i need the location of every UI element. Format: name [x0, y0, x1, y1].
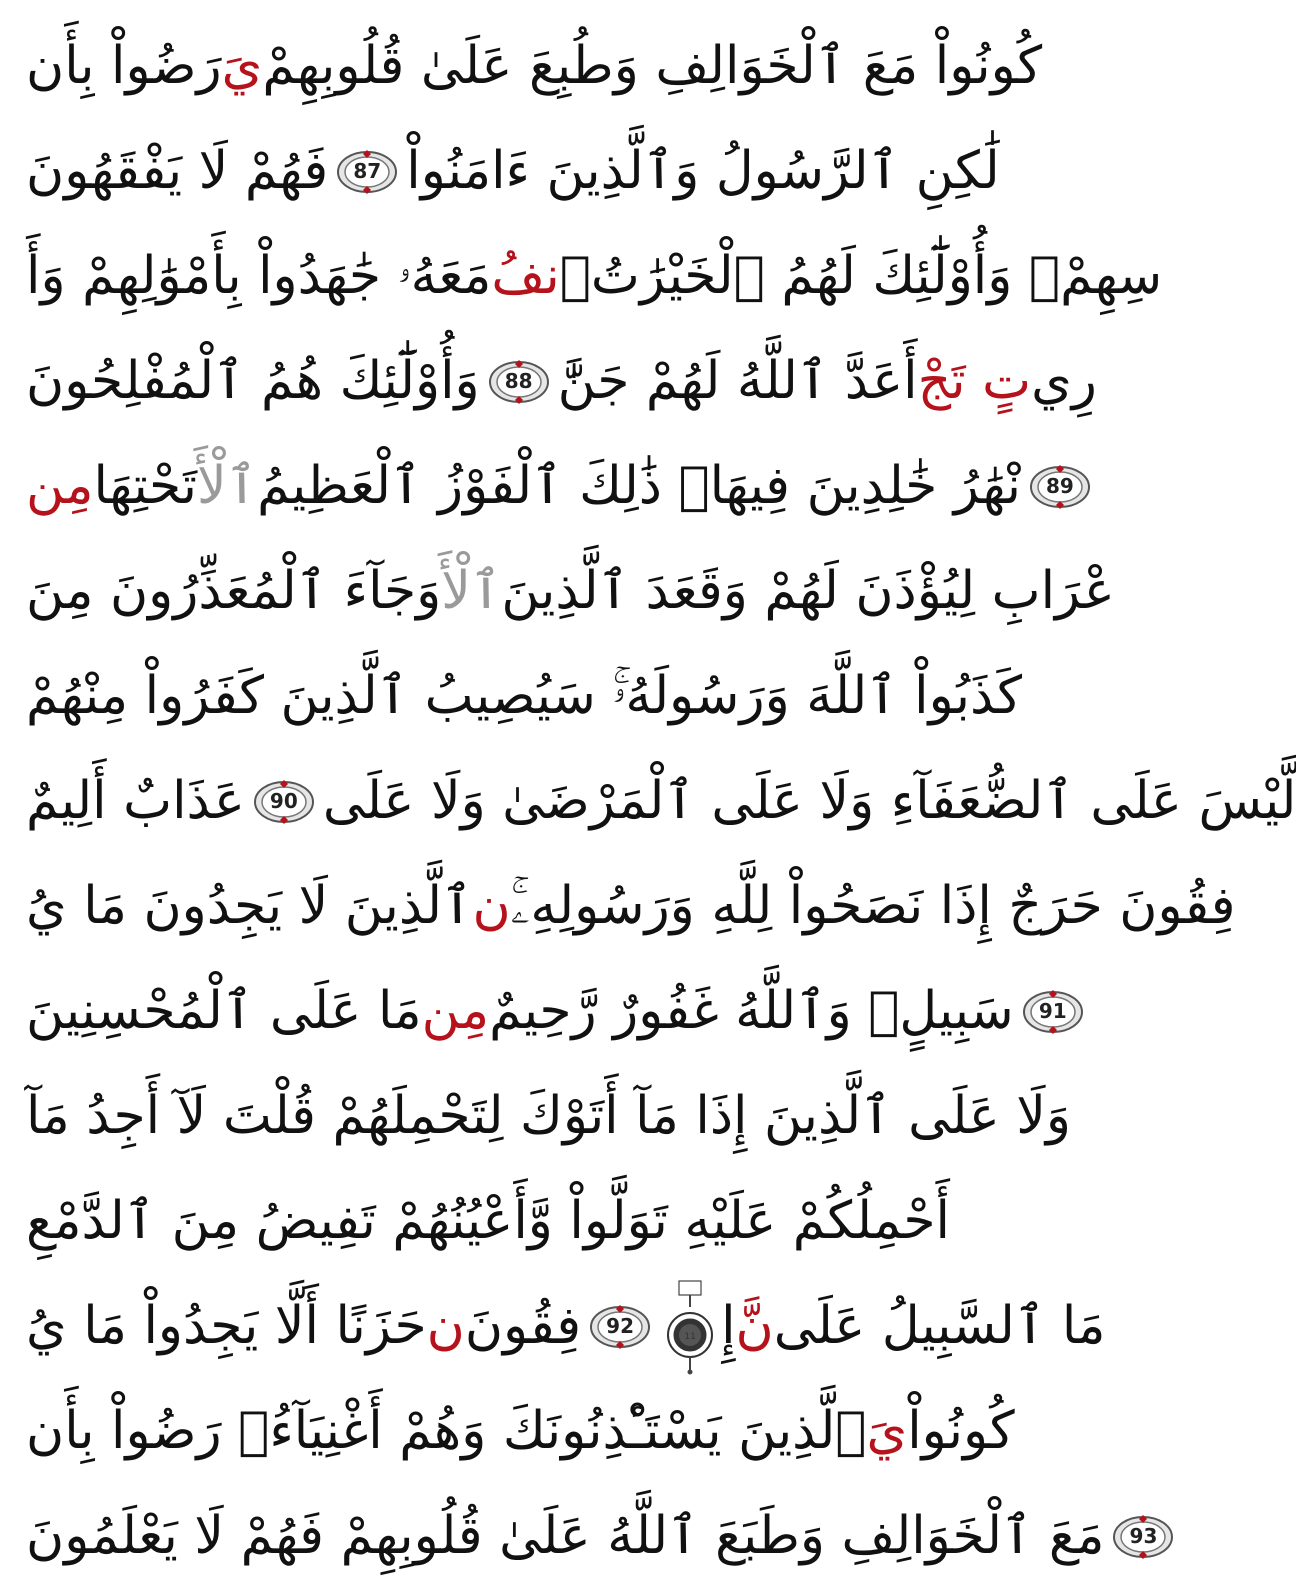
ayah-number: 89	[1046, 474, 1074, 498]
ayah-number-marker	[336, 149, 398, 195]
ayah-number: 93	[1129, 1524, 1158, 1548]
verse-text: رِي	[1031, 351, 1097, 411]
ayah-number-marker	[1022, 989, 1084, 1035]
text-line	[26, 434, 1074, 539]
verse-text: مَعَ ٱلْخَوَالِفِ وَطَبَعَ ٱللَّهُ عَلَىٰ قُلُوبِهِمْ فَهُمْ لَا يَعْلَمُونَ	[26, 1506, 1105, 1566]
verse-text: أَعَدَّ ٱللَّهُ لَهُمْ جَنَّٰ	[557, 351, 918, 411]
verse-text: نْهَٰرُ خَٰلِدِينَ فِيهَاۚ ذَٰلِكَ ٱلْفَوْزُ ٱلْعَظِيمُ	[257, 456, 1021, 516]
text-line	[26, 854, 1236, 959]
juz-marker	[665, 1279, 715, 1486]
ayah-number: 92	[606, 1314, 634, 1338]
text-line	[26, 644, 1022, 749]
verse-text: كُونُواْ	[907, 1401, 1015, 1461]
text-line	[26, 14, 1043, 119]
tajweed-highlight: ن	[426, 1296, 465, 1356]
text-line	[26, 959, 1067, 1064]
verse-text: مَا عَلَى ٱلْمُحْسِنِينَ	[26, 981, 422, 1041]
hizb-number: 11	[684, 1331, 696, 1342]
text-line	[26, 1064, 1072, 1169]
text-line	[26, 329, 1097, 434]
tajweed-highlight: مِن	[421, 981, 490, 1041]
verse-text: إِ	[721, 1296, 736, 1356]
tajweed-highlight: مِن	[26, 456, 94, 516]
ayah-number-marker	[589, 1304, 651, 1350]
ayah-number-marker	[1029, 464, 1091, 510]
verse-text: ٱلَّذِينَ لَا يَجِدُونَ مَا يُ	[26, 876, 473, 936]
verse-text: لَّيْسَ عَلَى ٱلضُّعَفَآءِ وَلَا عَلَى ٱلْمَرْضَىٰ وَلَا عَلَى	[322, 771, 1296, 831]
tajweed-highlight: نفُ	[491, 246, 560, 306]
verse-text: سَبِيلٍۚ وَٱللَّهُ غَفُورٌ رَّحِيمٌ	[489, 981, 1014, 1041]
verse-text: عْرَابِ لِيُؤْذَنَ لَهُمْ وَقَعَدَ ٱلَّذِينَ	[501, 561, 1115, 621]
verse-text: ٱلَّذِينَ يَسْتَـْٔذِنُونَكَ وَهُمْ أَغْنِيَآءُۚ رَضُواْ بِأَن	[26, 1401, 867, 1461]
text-line	[26, 119, 998, 224]
text-line	[26, 224, 1163, 329]
verse-text: كَذَبُواْ ٱللَّهَ وَرَسُولَهُۥۚ سَيُصِيبُ ٱلَّذِينَ كَفَرُواْ مِنْهُمْ	[26, 666, 1022, 726]
text-line	[26, 749, 1296, 854]
verse-text: فِقُونَ	[464, 1296, 582, 1356]
tajweed-highlight: يَ	[221, 36, 263, 96]
text-line	[26, 1169, 998, 1274]
silent-letter: ٱلْأَ	[441, 561, 502, 621]
ayah-number-marker	[488, 359, 550, 405]
verse-text: تَحْتِهَا	[93, 456, 197, 516]
verse-text: سِهِمْۚ وَأُوْلَٰٓئِكَ لَهُمُ ٱلْخَيْرَٰتُۖ	[559, 246, 1163, 306]
verse-text: فِقُونَ حَرَجٌ إِذَا نَصَحُواْ لِلَّهِ وَرَسُولِهِۦۚ	[510, 876, 1236, 936]
tajweed-highlight: نَّ	[735, 1296, 774, 1356]
verse-text: وَأُوْلَٰٓئِكَ هُمُ ٱلْمُفْلِحُونَ	[26, 351, 480, 411]
verse-text: عَذَابٌ أَلِيمٌ	[26, 771, 245, 831]
verse-text: رَضُواْ بِأَن	[26, 36, 222, 96]
verse-text: مَعَهُۥ جَٰهَدُواْ بِأَمْوَٰلِهِمْ وَأَ	[26, 246, 492, 306]
ayah-number-marker	[253, 779, 315, 825]
verse-text: حَزَنًا أَلَّا يَجِدُواْ مَا يُ	[26, 1296, 427, 1356]
text-line	[26, 539, 1115, 644]
tajweed-highlight: ن	[472, 876, 511, 936]
tajweed-highlight: تٍ تَجْ	[917, 351, 1032, 411]
ayah-number: 88	[504, 369, 533, 393]
ayah-number: 90	[269, 789, 298, 813]
silent-letter: ٱلْأَ	[196, 456, 258, 516]
verse-text: لَٰكِنِ ٱلرَّسُولُ وَٱلَّذِينَ ءَامَنُواْ	[406, 141, 1000, 201]
verse-text: وَجَآءَ ٱلْمُعَذِّرُونَ مِنَ	[26, 561, 442, 621]
text-line	[26, 1379, 1015, 1484]
verse-text: فَهُمْ لَا يَفْقَهُونَ	[26, 141, 329, 201]
text-line	[26, 1484, 1158, 1589]
verse-text: كُونُواْ مَعَ ٱلْخَوَالِفِ وَطُبِعَ عَلَىٰ قُلُوبِهِمْ	[262, 36, 1043, 96]
ayah-number-marker	[1112, 1514, 1174, 1560]
verse-text: وَلَا عَلَى ٱلَّذِينَ إِذَا مَآ أَتَوْكَ لِتَحْمِلَهُمْ قُلْتَ لَآ أَجِدُ مَآ	[26, 1086, 1072, 1146]
verse-text: أَحْمِلُكُمْ عَلَيْهِ تَوَلَّواْ وَّأَعْيُنُهُمْ تَفِيضُ مِنَ ٱلدَّمْعِ	[26, 1191, 950, 1251]
verse-text: مَا ٱلسَّبِيلُ عَلَى	[773, 1296, 1106, 1356]
tajweed-highlight: يَ	[866, 1401, 908, 1461]
juz-number: 21	[678, 1466, 702, 1486]
ayah-number: 87	[353, 159, 382, 183]
ayah-number: 91	[1038, 999, 1067, 1023]
